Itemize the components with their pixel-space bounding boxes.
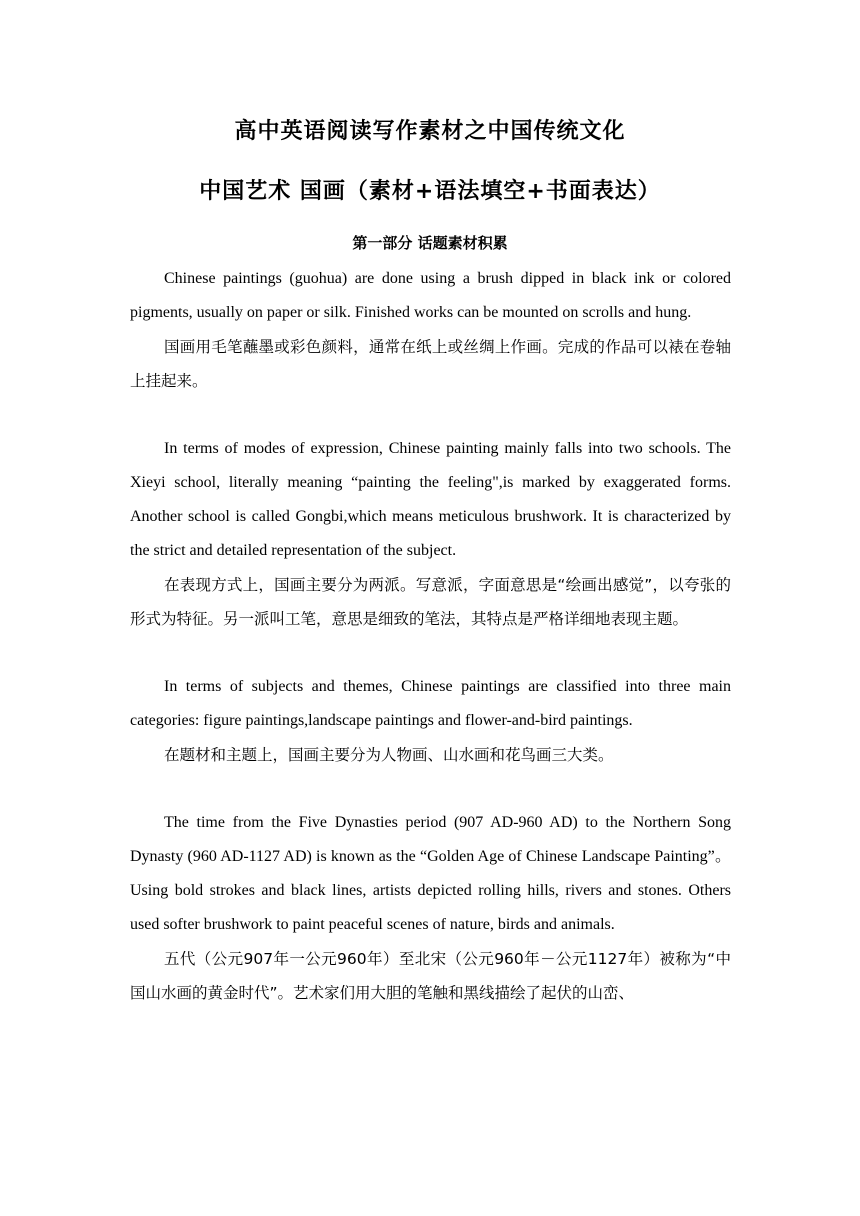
paragraph-english: In terms of modes of expression, Chinese painting mainly falls into two schools. The Xieyi school, literally meaning “painting the feeling",is marked by exaggerated forms. Another school is called Gongbi,which means meticulous brushwork. It is characterized by the strict and detailed representation of the subject. [130,440,731,559]
paragraph-spacer [130,772,731,806]
document-subtitle: 中国艺术 国画（素材+语法填空+书面表达） [199,179,661,204]
paragraph-english: The time from the Five Dynasties period (907 AD-960 AD) to the Northern Song Dynasty (960 AD-1127 AD) is known as the “Golden Age of Chinese Landscape Painting”。 Using bold strokes and black lines, artists depicted rolling hills, rivers and stones. Others used softer brushwork to paint peaceful scenes of nature, birds and animals. [130,814,731,933]
paragraph-chinese: 在表现方式上，国画主要分为两派。写意派，字面意思是“绘画出感觉”，以夸张的形式为特征。另一派叫工笔，意思是细致的笔法，其特点是严格详细地表现主题。 [130,576,731,628]
section-heading: 第一部分 话题素材积累 [352,234,508,252]
paragraph-spacer [130,398,731,432]
paragraph-chinese: 在题材和主题上，国画主要分为人物画、山水画和花鸟画三大类。 [164,746,614,764]
document-title: 高中英语阅读写作素材之中国传统文化 [234,119,626,144]
paragraph-spacer [130,636,731,670]
paragraph-chinese: 国画用毛笔蘸墨或彩色颜料，通常在纸上或丝绸上作画。完成的作品可以裱在卷轴上挂起来。 [130,338,731,390]
document-body [130,262,731,1010]
paragraph-english: Chinese paintings (guohua) are done using a brush dipped in black ink or colored pigments, usually on paper or silk. Finished works can be mounted on scrolls and hung. [130,270,731,321]
paragraph-english: In terms of subjects and themes, Chinese paintings are classified into three main categories: figure paintings,landscape paintings and flower-and-bird paintings. [130,678,731,729]
paragraph-chinese: 五代（公元907年一公元960年）至北宋（公元960年－公元1127年）被称为“中国山水画的黄金时代”。艺术家们用大胆的笔触和黑线描绘了起伏的山峦、 [130,950,731,1002]
